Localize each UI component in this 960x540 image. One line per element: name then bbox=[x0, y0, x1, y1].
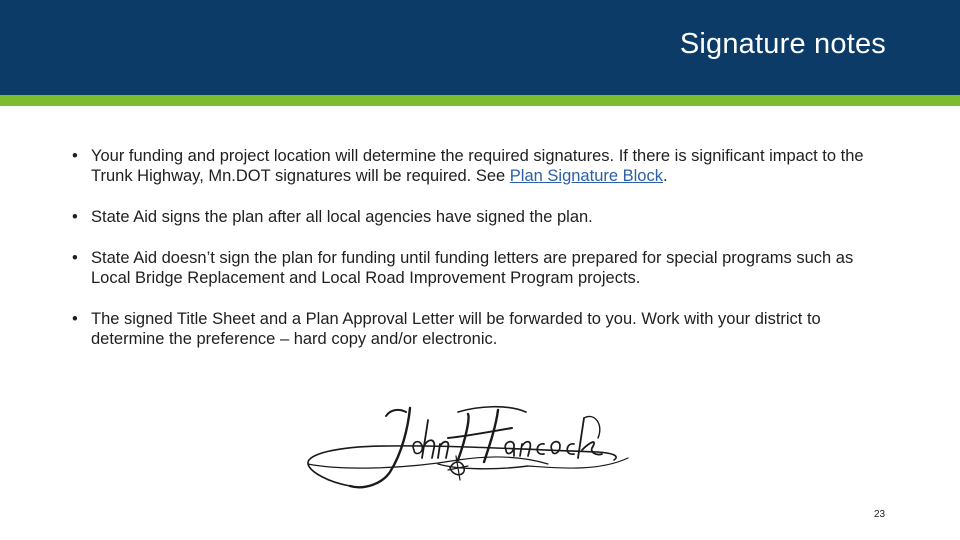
bullet-dot: • bbox=[72, 147, 78, 165]
page-number: 23 bbox=[874, 509, 886, 520]
bullet-dot: • bbox=[72, 310, 78, 328]
bullet-item bbox=[72, 207, 892, 227]
bullet-item bbox=[72, 309, 892, 349]
bullet-dot: • bbox=[72, 249, 78, 267]
plan-signature-block-link[interactable]: Plan Signature Block bbox=[509, 167, 663, 185]
john-hancock-signature-image bbox=[298, 398, 638, 498]
bullet-item bbox=[72, 248, 892, 288]
bullet-dot: • bbox=[72, 208, 78, 226]
slide-title: Signature notes bbox=[679, 28, 886, 60]
bullet-text: The signed Title Sheet and a Plan Approval Letter will be forwarded to you. Work with your district to determine the preference – hard copy and/or electronic. bbox=[91, 310, 821, 348]
accent-bar bbox=[0, 95, 960, 106]
bullet-text-end: . bbox=[662, 167, 668, 185]
bullet-list bbox=[72, 146, 892, 370]
bullet-text: State Aid doesn’t sign the plan for funding until funding letters are prepared for special programs such as Local Bridge Replacement and Local Road Improvement Program projects. bbox=[91, 249, 854, 287]
bullet-item bbox=[72, 146, 892, 186]
title-bar bbox=[0, 0, 960, 95]
bullet-text: State Aid signs the plan after all local agencies have signed the plan. bbox=[91, 208, 593, 226]
bullet-text: Your funding and project location will determine the required signatures. If there is significant impact to the Trunk Highway, Mn.DOT signatures will be required. See bbox=[91, 147, 864, 185]
